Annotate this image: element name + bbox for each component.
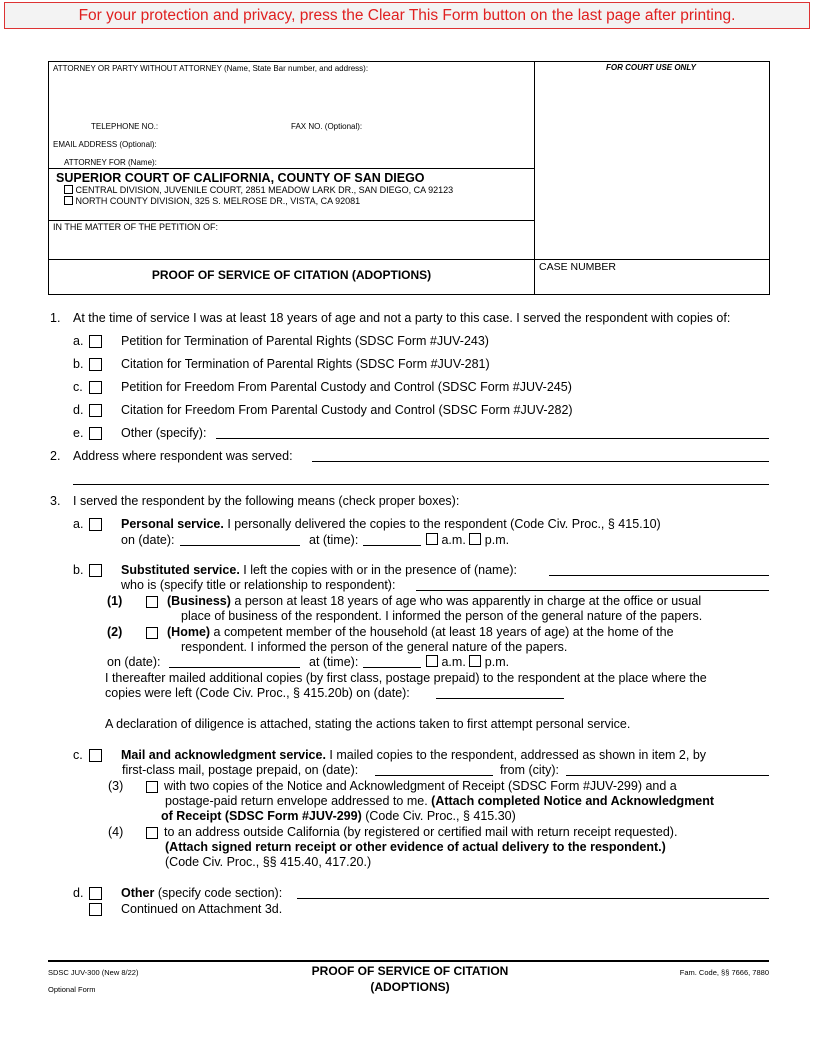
item1-option-e: e. (73, 426, 84, 440)
item3c-3-number: (3) (108, 779, 124, 793)
item3c-date-field[interactable] (375, 775, 493, 776)
item1-b-label: Citation for Termination of Parental Rights (SDSC Form #JUV-281) (121, 357, 490, 371)
email-label: EMAIL ADDRESS (Optional): (53, 140, 157, 149)
item3d-code-field[interactable] (297, 898, 769, 899)
item1-number: 1. (50, 311, 61, 325)
item3b-1-number: (1) (107, 594, 123, 608)
item1-option-d: d. (73, 403, 84, 417)
item3c-from-city: from (city): (500, 763, 560, 777)
item3c-3-text-2: postage-paid return envelope addressed to me. (165, 794, 428, 808)
item3d-continued-checkbox[interactable] (89, 903, 102, 916)
item3b-home-text: a competent member of the household (at least 18 years of age) at the home of the (213, 625, 674, 639)
item3b-mailed-text: I thereafter mailed additional copies (by first class, postage prepaid) to the respondent at the place where the (105, 671, 707, 685)
item3b-business-text: a person at least 18 years of age who was apparently in charge at the office or usual (234, 594, 702, 608)
item3a-at-time: at (time): (309, 533, 359, 547)
item3b-name-field[interactable] (549, 575, 769, 576)
item3a-pm-label: p.m. (484, 533, 510, 547)
item3b-checkbox[interactable] (89, 564, 102, 577)
item1-other-field[interactable] (216, 438, 769, 439)
item3a-title: Personal service. (121, 517, 224, 531)
item1-d-label: Citation for Freedom From Parental Custody and Control (SDSC Form #JUV-282) (121, 403, 573, 417)
item3b-at-time: at (time): (309, 655, 359, 669)
item3a-date-field[interactable] (180, 545, 300, 546)
item1-text: At the time of service I was at least 18 years of age and not a party to this case. I served the respondent with copies of: (73, 311, 731, 325)
item3c-3-text-3: (Code Civ. Proc., § 415.30) (365, 809, 516, 823)
fax-label: FAX NO. (Optional): (291, 122, 363, 131)
item3b-home-checkbox[interactable] (146, 627, 158, 639)
item3b-business-title: (Business) (167, 594, 231, 608)
attorney-label: ATTORNEY OR PARTY WITHOUT ATTORNEY (Name, State Bar number, and address): (53, 64, 369, 73)
central-division-label: CENTRAL DIVISION, JUVENILE COURT, 2851 MEADOW LARK DR., SAN DIEGO, CA 92123 (75, 185, 454, 195)
north-division-checkbox[interactable] (64, 196, 73, 205)
item3b-2-number: (2) (107, 625, 123, 639)
item3b-relationship-field[interactable] (416, 590, 769, 591)
item3a-pm-checkbox[interactable] (469, 533, 481, 545)
item3d-continued: Continued on Attachment 3d. (121, 902, 283, 916)
telephone-label: TELEPHONE NO.: (91, 122, 159, 131)
item3c-4-checkbox[interactable] (146, 827, 158, 839)
item3c-4-bold: (Attach signed return receipt or other evidence of actual delivery to the respondent.) (165, 840, 666, 854)
footer-optional: Optional Form (48, 985, 96, 994)
item3c-text: I mailed copies to the respondent, addressed as shown in item 2, by (329, 748, 707, 762)
caption-title: PROOF OF SERVICE OF CITATION (ADOPTIONS) (151, 268, 432, 282)
item3a-on-date: on (date): (121, 533, 175, 547)
item3c-line2: first-class mail, postage prepaid, on (date): (122, 763, 359, 777)
item1-d-checkbox[interactable] (89, 404, 102, 417)
item3b-date-field[interactable] (169, 667, 300, 668)
item3-number: 3. (50, 494, 61, 508)
item3c-letter: c. (73, 748, 83, 762)
item3a-text: I personally delivered the copies to the respondent (Code Civ. Proc., § 415.10) (227, 517, 661, 531)
item3b-time-field[interactable] (363, 667, 421, 668)
item3b-pm-checkbox[interactable] (469, 655, 481, 667)
item1-e-label: Other (specify): (121, 426, 207, 440)
footer-code: Fam. Code, §§ 7666, 7880 (679, 968, 769, 977)
item3b-text: I left the copies with or in the presence of (name): (243, 563, 518, 577)
item3a-am-checkbox[interactable] (426, 533, 438, 545)
court-name: SUPERIOR COURT OF CALIFORNIA, COUNTY OF SAN DIEGO (56, 171, 425, 185)
court-use-label: FOR COURT USE ONLY (606, 63, 696, 72)
item3b-home-text-2: respondent. I informed the person of the general nature of the papers. (181, 640, 568, 654)
item3c-3-bold-2: (Attach completed Notice and Acknowledgment (431, 794, 715, 808)
item3b-business-checkbox[interactable] (146, 596, 158, 608)
item3a-checkbox[interactable] (89, 518, 102, 531)
item1-a-checkbox[interactable] (89, 335, 102, 348)
footer-form-id: SDSC JUV-300 (New 8/22) (48, 968, 139, 977)
item3b-title: Substituted service. (121, 563, 240, 577)
item1-e-checkbox[interactable] (89, 427, 102, 440)
matter-label: IN THE MATTER OF THE PETITION OF: (53, 222, 219, 232)
item3a-am-label: a.m. (441, 533, 466, 547)
item3b-business-text-2: place of business of the respondent. I informed the person of the general nature of the papers. (181, 609, 703, 623)
item3d-letter: d. (73, 886, 84, 900)
item3c-3-text: with two copies of the Notice and Acknowledgment of Receipt (SDSC Form #JUV-299) and a (164, 779, 677, 793)
item3c-checkbox[interactable] (89, 749, 102, 762)
item1-option-a: a. (73, 334, 84, 348)
item1-b-checkbox[interactable] (89, 358, 102, 371)
item3-text: I served the respondent by the following means (check proper boxes): (73, 494, 460, 508)
item3b-pm-label: p.m. (484, 655, 510, 669)
item3c-3-checkbox[interactable] (146, 781, 158, 793)
item3b-am-label: a.m. (441, 655, 466, 669)
item3c-title: Mail and acknowledgment service. (121, 748, 326, 762)
item1-a-label: Petition for Termination of Parental Rights (SDSC Form #JUV-243) (121, 334, 489, 348)
item2-address-field-2[interactable] (73, 484, 769, 485)
item1-option-b: b. (73, 357, 84, 371)
north-division-label: NORTH COUNTY DIVISION, 325 S. MELROSE DR., VISTA, CA 92081 (75, 196, 361, 206)
item1-c-label: Petition for Freedom From Parental Custody and Control (SDSC Form #JUV-245) (121, 380, 572, 394)
item3b-mailed-date-field[interactable] (436, 698, 564, 699)
footer-rule (48, 960, 769, 962)
item3a-letter: a. (73, 517, 84, 531)
item3b-am-checkbox[interactable] (426, 655, 438, 667)
item1-c-checkbox[interactable] (89, 381, 102, 394)
item2-text: Address where respondent was served: (73, 449, 293, 463)
item3b-diligence: A declaration of diligence is attached, stating the actions taken to first attempt personal service. (105, 717, 631, 731)
item3b-mailed-text-2: copies were left (Code Civ. Proc., § 415.20b) on (date): (105, 686, 410, 700)
item3b-who: who is (specify title or relationship to respondent): (121, 578, 396, 592)
item1-option-c: c. (73, 380, 83, 394)
item3c-city-field[interactable] (566, 775, 769, 776)
item3d-title: Other (121, 886, 155, 900)
item3c-4-number: (4) (108, 825, 124, 839)
attorney-for-label: ATTORNEY FOR (Name): (64, 158, 157, 167)
privacy-banner: For your protection and privacy, press the Clear This Form button on the last page after printing. (4, 2, 810, 29)
item3c-4-text: to an address outside California (by registered or certified mail with return receipt requested). (164, 825, 678, 839)
item3c-4-text-3: (Code Civ. Proc., §§ 415.40, 417.20.) (165, 855, 372, 869)
footer-title-2: (ADOPTIONS) (370, 980, 450, 994)
item2-number: 2. (50, 449, 61, 463)
item3d-checkbox[interactable] (89, 887, 102, 900)
central-division-checkbox[interactable] (64, 185, 73, 194)
item2-address-field[interactable] (312, 461, 769, 462)
item3c-3-bold-3: of Receipt (SDSC Form #JUV-299) (161, 809, 362, 823)
case-number-label: CASE NUMBER (539, 261, 617, 273)
item3b-home-title: (Home) (167, 625, 211, 639)
item3b-letter: b. (73, 563, 84, 577)
item3a-time-field[interactable] (363, 545, 421, 546)
footer-title: PROOF OF SERVICE OF CITATION (311, 964, 509, 978)
item3d-text: (specify code section): (157, 886, 283, 900)
item3b-on-date: on (date): (107, 655, 161, 669)
